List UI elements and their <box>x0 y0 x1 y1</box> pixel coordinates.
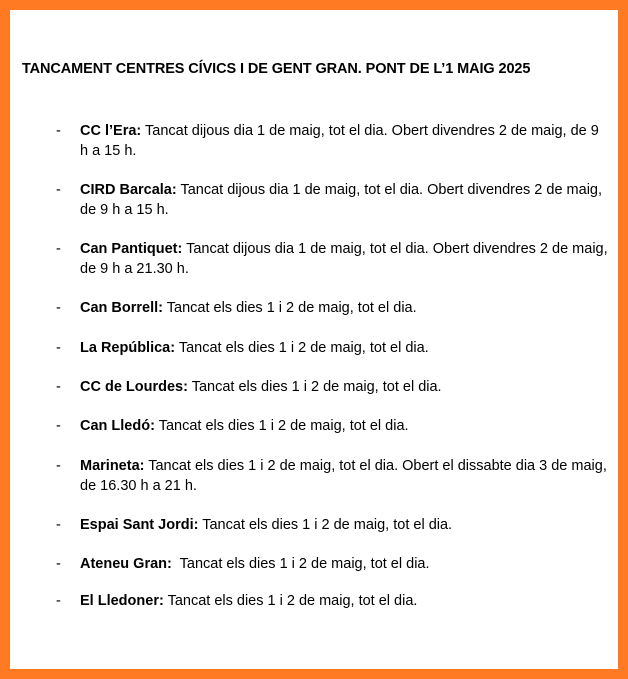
list-bullet: - <box>56 517 61 533</box>
list-bullet: - <box>56 241 61 257</box>
closure-text: Tancat els dies 1 i 2 de maig, tot el dia. <box>163 300 417 316</box>
list-item-body <box>80 299 610 319</box>
list-item-body <box>80 339 610 359</box>
closure-text: Tancat dijous dia 1 de maig, tot el dia. Obert divendres 2 de maig, de 9 h a 15 h. <box>80 123 599 159</box>
closure-text: Tancat els dies 1 i 2 de maig, tot el dia. <box>187 379 442 395</box>
closure-text: Tancat els dies 1 i 2 de maig, tot el dia. <box>171 556 430 572</box>
list-item-body <box>80 516 610 536</box>
list-bullet: - <box>56 458 61 474</box>
list-item-body <box>80 122 610 161</box>
list-bullet: - <box>56 340 61 356</box>
center-name: CIRD Barcala: <box>80 182 177 198</box>
list-item-body <box>80 417 610 437</box>
page-title: TANCAMENT CENTRES CÍVICS I DE GENT GRAN. PONT DE L’1 MAIG 2025 <box>22 61 531 77</box>
list-item-body <box>80 240 610 279</box>
closure-text: Tancat els dies 1 i 2 de maig, tot el dia. <box>175 340 429 356</box>
list-item-body <box>80 181 610 220</box>
center-name: El Lledoner: <box>80 593 164 609</box>
center-name: Can Lledó: <box>80 418 155 434</box>
closure-text: Tancat els dies 1 i 2 de maig, tot el dia. Obert el dissabte dia 3 de maig, de 16.30 h a 21 h. <box>80 458 607 494</box>
closure-text: Tancat els dies 1 i 2 de maig, tot el dia. <box>198 517 453 533</box>
list-bullet: - <box>56 182 61 198</box>
center-name: Espai Sant Jordi: <box>80 517 199 533</box>
center-name: CC l’Era: <box>80 123 142 139</box>
closure-text: Tancat els dies 1 i 2 de maig, tot el dia. <box>154 418 409 434</box>
list-item-body <box>80 592 610 612</box>
list-bullet: - <box>56 556 61 572</box>
closure-text: Tancat dijous dia 1 de maig, tot el dia. Obert divendres 2 de maig, de 9 h a 21.30 h. <box>80 241 608 277</box>
center-name: CC de Lourdes: <box>80 379 188 395</box>
list-bullet: - <box>56 593 61 609</box>
center-name: Marineta: <box>80 458 145 474</box>
list-bullet: - <box>56 379 61 395</box>
center-name: Can Borrell: <box>80 300 163 316</box>
list-item-body <box>80 378 610 398</box>
notice-sheet <box>10 10 618 669</box>
list-bullet: - <box>56 418 61 434</box>
center-name: La República: <box>80 340 176 356</box>
center-name: Can Pantiquet: <box>80 241 183 257</box>
closure-text: Tancat els dies 1 i 2 de maig, tot el dia. <box>163 593 418 609</box>
list-item-body <box>80 457 610 496</box>
list-bullet: - <box>56 123 61 139</box>
list-bullet: - <box>56 300 61 316</box>
list-item-body <box>80 555 610 575</box>
center-name: Ateneu Gran: <box>80 556 172 572</box>
closure-text: Tancat dijous dia 1 de maig, tot el dia. Obert divendres 2 de maig, de 9 h a 15 h. <box>80 182 603 218</box>
